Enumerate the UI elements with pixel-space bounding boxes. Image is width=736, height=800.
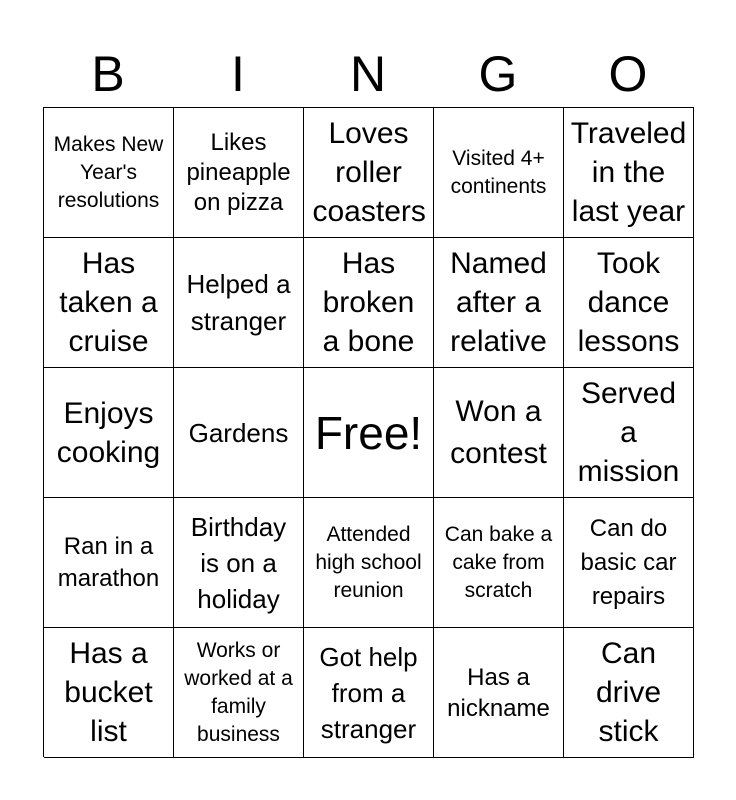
- cell-text: Served a mission: [577, 377, 680, 488]
- header-letter-b: B: [91, 46, 125, 102]
- cell-text: Named after a relative: [450, 247, 547, 358]
- cell-text: Got help from a stranger: [319, 641, 418, 744]
- bingo-cell[interactable]: [434, 368, 564, 498]
- header-letter-i: I: [231, 46, 245, 102]
- bingo-cell[interactable]: [564, 238, 694, 368]
- bingo-cell[interactable]: [44, 238, 174, 368]
- bingo-cell[interactable]: [434, 498, 564, 628]
- cell-text: Makes New Year's resolutions: [53, 132, 164, 212]
- cell-text: Ran in a marathon: [57, 532, 160, 592]
- cell-text: Can drive stick: [595, 637, 662, 748]
- bingo-cell[interactable]: [304, 238, 434, 368]
- bingo-cell[interactable]: [434, 238, 564, 368]
- bingo-cell[interactable]: [174, 238, 304, 368]
- header-letter-o: O: [608, 46, 648, 102]
- bingo-cell[interactable]: [564, 498, 694, 628]
- cell-text: Works or worked at a family business: [184, 638, 293, 746]
- bingo-cell[interactable]: [304, 108, 434, 238]
- bingo-cell[interactable]: [434, 628, 564, 758]
- cell-text: Likes pineapple on pizza: [186, 128, 291, 216]
- bingo-cell[interactable]: [44, 628, 174, 758]
- bingo-cell[interactable]: [564, 628, 694, 758]
- bingo-cell[interactable]: [44, 498, 174, 628]
- cell-text: Has a bucket list: [64, 637, 153, 748]
- cell-text: Can bake a cake from scratch: [444, 522, 553, 602]
- bingo-cell[interactable]: [44, 108, 174, 238]
- bingo-cell[interactable]: [44, 368, 174, 498]
- cell-text: Has a nickname: [447, 663, 550, 722]
- cell-text: Loves roller coasters: [312, 117, 426, 228]
- header-letter-n: N: [349, 46, 387, 102]
- cell-text: Attended high school reunion: [315, 522, 422, 602]
- bingo-cell[interactable]: [304, 498, 434, 628]
- cell-text: Helped a stranger: [186, 268, 291, 336]
- bingo-cell[interactable]: [174, 108, 304, 238]
- bingo-cell-free[interactable]: [304, 368, 434, 498]
- cell-text: Has taken a cruise: [59, 247, 158, 358]
- bingo-cell[interactable]: [174, 498, 304, 628]
- cell-text: Visited 4+ continents: [450, 146, 547, 198]
- cell-text: Birthday is on a holiday: [190, 511, 287, 614]
- cell-text: Enjoys cooking: [56, 396, 161, 469]
- bingo-cell[interactable]: [564, 368, 694, 498]
- bingo-cell[interactable]: [174, 368, 304, 498]
- cell-text: Can do basic car repairs: [580, 514, 677, 610]
- free-space-text: Free!: [314, 406, 423, 459]
- bingo-cell[interactable]: [564, 108, 694, 238]
- cell-text: Traveled in the last year: [570, 117, 687, 228]
- bingo-header: [43, 40, 693, 108]
- bingo-cell[interactable]: [434, 108, 564, 238]
- bingo-cell[interactable]: [174, 628, 304, 758]
- header-letter-g: G: [478, 46, 518, 102]
- cell-text: Has broken a bone: [322, 247, 415, 358]
- bingo-card-grid: [43, 107, 694, 757]
- cell-text: Gardens: [188, 417, 289, 448]
- bingo-cell[interactable]: [304, 628, 434, 758]
- cell-text: Won a contest: [450, 394, 547, 470]
- cell-text: Took dance lessons: [577, 247, 680, 358]
